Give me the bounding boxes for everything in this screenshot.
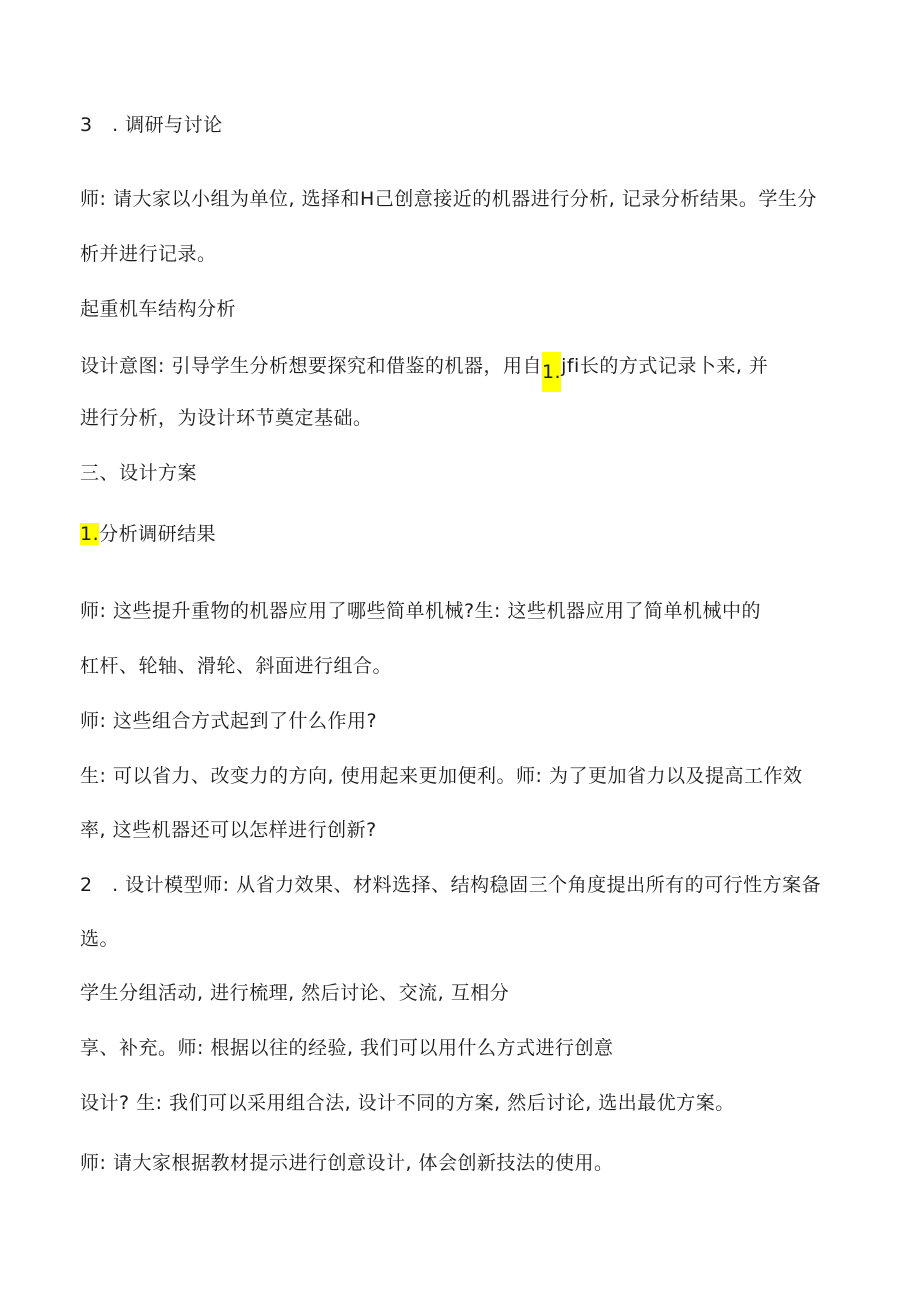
paragraph-line: 学生分组活动, 进行梳理, 然后讨论、交流, 互相分 [80,982,510,1004]
paragraph-line: 生: 可以省力、改变力的方向, 使用起来更加便利。师: 为了更加省力以及提高工作效 [80,765,803,787]
paragraph-line: 师: 这些组合方式起到了什么作用? [80,710,378,732]
paragraph-line: 设计? 生: 我们可以采用组合法, 设计不同的方案, 然后讨论, 选出最优方案。 [80,1092,735,1114]
paragraph-line: 师: 这些提升重物的机器应用了哪些简单机械?生: 这些机器应用了简单机械中的 [80,600,761,622]
design-intent-text-end: 长的方式记录卜来, 并 [579,355,769,377]
paragraph-line: 进行分析，为设计环节奠定基础。 [80,407,373,429]
subheading-analyze-results [80,521,216,547]
paragraph-line: 杠杆、轮轴、滑轮、斜面进行组合。 [80,655,393,677]
design-intent-text: 设计意图: 引导学生分析想要探究和借鉴的机器，用自 [80,355,542,377]
paragraph-line: 师: 请大家以小组为单位, 选择和H己创意接近的机器进行分析, 记录分析结果。学生分 [80,188,817,210]
highlighted-text: 1. [542,352,561,392]
subheading-crane-analysis: 起重机车结构分析 [80,298,237,320]
paragraph-line: 选。 [80,928,120,950]
paragraph-line: 师: 请大家根据教材提示进行创意设计, 体会创新技法的使用。 [80,1152,614,1174]
paragraph-line: 率, 这些机器还可以怎样进行创新? [80,819,377,841]
subheading-text: 分析调研结果 [99,523,217,545]
paragraph-line: 析并进行记录。 [80,243,217,265]
paragraph-line: 享、补充。师: 根据以往的经验, 我们可以用什么方式进行创意 [80,1037,614,1059]
section-heading-2: 2 . 设计模型师: 从省力效果、材料选择、结构稳固三个角度提出所有的可行性方案备 [80,874,822,896]
design-intent-line [80,352,768,392]
garbled-text: jfi [561,355,580,377]
highlighted-number: 1. [80,523,100,545]
section-heading-design: 三、设计方案 [80,462,198,484]
section-heading-3: 3 . 调研与讨论 [80,114,223,136]
